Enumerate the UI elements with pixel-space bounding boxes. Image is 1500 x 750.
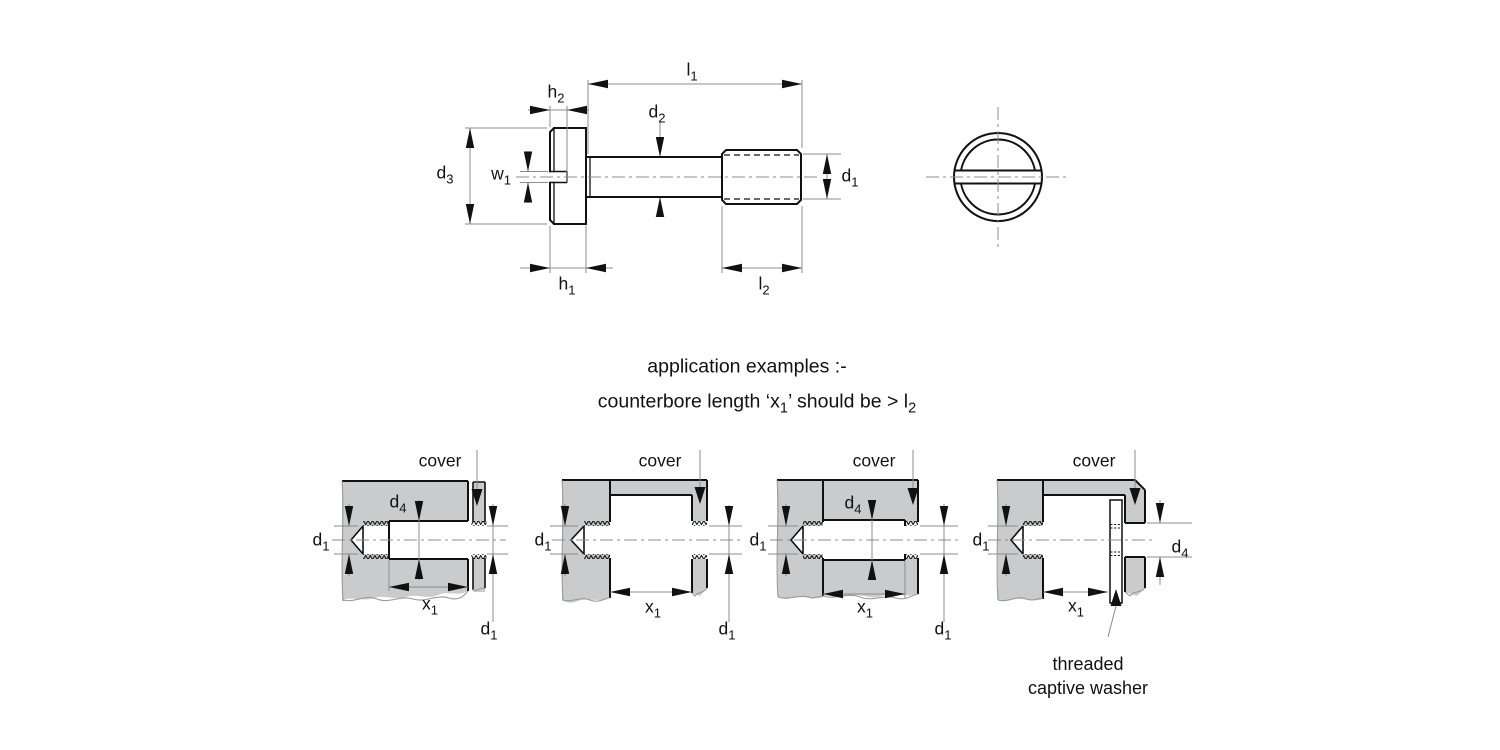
dim-label-l1: $l_1$ — [686, 59, 698, 83]
ex1-cover-label: cover — [418, 450, 462, 471]
ex3-d1-left-label: $d_1$ — [749, 529, 767, 553]
ex1-x1-label: $x_1$ — [422, 593, 438, 617]
ex4-cover-label: cover — [1072, 450, 1116, 471]
ex1-d4-label: $d_4$ — [389, 491, 407, 515]
ex2-x1-label: $x_1$ — [645, 596, 661, 620]
ex4-washer-label — [1028, 652, 1148, 700]
ex1-d1-right-label: $d_1$ — [480, 618, 498, 642]
ex3-d1-right-label: $d_1$ — [934, 618, 952, 642]
note-line-2: counterbore length ‘$x_1$’ should be > $l_2$ — [597, 390, 917, 416]
ex2-cover-label: cover — [638, 450, 682, 471]
ex4-x1-label: $x_1$ — [1068, 595, 1084, 619]
dim-label-l2: $l_2$ — [758, 273, 770, 297]
dim-label-d3: $d_3$ — [436, 162, 454, 186]
ex2-d1-right-label: $d_1$ — [718, 618, 736, 642]
dim-label-d2: $d_2$ — [648, 101, 666, 125]
dim-label-h2: $h_2$ — [547, 81, 565, 105]
ex3-cover-label: cover — [852, 450, 896, 471]
ex4-d4-right-label: $d_4$ — [1171, 536, 1189, 560]
note-line-1: application examples :- — [647, 355, 847, 378]
ex2-d1-left-label: $d_1$ — [534, 529, 552, 553]
dim-label-w1: $w_1$ — [491, 163, 511, 187]
ex3-d4-label: $d_4$ — [844, 492, 862, 516]
ex4-d1-left-label: $d_1$ — [972, 529, 990, 553]
ex3-x1-label: $x_1$ — [857, 596, 873, 620]
dim-label-d1-side: $d_1$ — [841, 165, 859, 189]
dim-label-h1: $h_1$ — [558, 273, 576, 297]
ex4-washer-label-line2: captive washer — [1027, 678, 1149, 698]
example-4-threaded-captive-washer — [988, 450, 1192, 637]
screw-front-view — [926, 107, 1070, 247]
ex1-d1-left-label: $d_1$ — [312, 529, 330, 553]
ex4-washer-label-line1: threaded — [1052, 654, 1124, 674]
example-1-counterbore-in-block — [332, 450, 508, 622]
